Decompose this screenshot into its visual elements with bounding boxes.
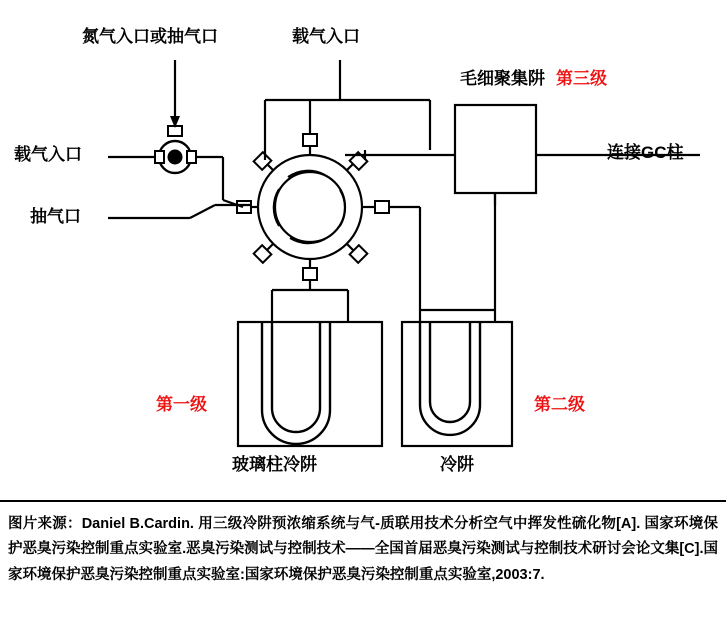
valve-port-n	[303, 134, 317, 146]
label-stage-three: 第三级	[556, 69, 607, 88]
three-way-valve	[155, 126, 196, 173]
label-stage-two: 第二级	[534, 395, 585, 414]
label-cold-trap: 冷阱	[440, 455, 474, 474]
valve-port-s	[303, 268, 317, 280]
figure-caption: 图片来源：Daniel B.Cardin. 用三级冷阱预浓缩系统与气-质联用技术分析空气中挥发性硫化物[A]. 国家环境保护恶臭污染控制重点实验室.恶臭污染测试与控制技术——全国首届恶臭污染测试与控制技术研讨会论文集[C].国家环境保护恶臭污染控制重点实验室:国家环境保护恶臭污染控制重点实验室,2003:7.	[0, 500, 726, 638]
label-capillary-focus-trap: 毛细聚集阱	[460, 69, 545, 88]
label-nitrogen-inlet: 氮气入口或抽气口	[82, 27, 218, 46]
label-carrier-gas-inlet-top: 载气入口	[292, 27, 360, 46]
valve-port-e	[375, 201, 389, 213]
label-vacuum-port: 抽气口	[30, 207, 81, 226]
label-gc-column-connection: 连接GC柱	[607, 143, 684, 162]
label-glass-tube-cold-trap: 玻璃柱冷阱	[232, 455, 317, 474]
valve-port-w	[237, 201, 251, 213]
capillary-trap-box	[455, 105, 536, 193]
label-stage-one: 第一级	[156, 395, 207, 414]
valve-inner-circle	[275, 172, 345, 242]
label-carrier-gas-inlet-left: 载气入口	[14, 145, 82, 164]
stage2-dewar-box	[402, 322, 512, 446]
